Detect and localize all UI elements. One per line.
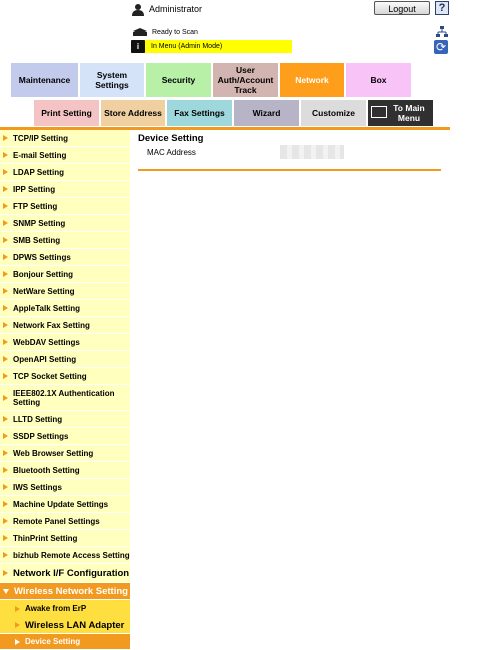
arrow-right-icon [3, 570, 8, 576]
arrow-right-icon [15, 606, 20, 612]
arrow-right-icon [3, 237, 8, 243]
tab-maintenance[interactable]: Maintenance [10, 62, 79, 98]
arrow-right-icon [3, 186, 8, 192]
sidebar-item-smb[interactable] [0, 232, 130, 249]
mac-address-label: MAC Address [147, 148, 196, 157]
arrow-right-icon [3, 288, 8, 294]
sidebar-item-label: FTP Setting [13, 201, 58, 211]
sidebar-item-label: WebDAV Settings [13, 337, 80, 347]
arrow-right-icon [3, 254, 8, 260]
sidebar-item-label: OpenAPI Setting [13, 354, 77, 364]
sidebar-item-label: AppleTalk Setting [13, 303, 80, 313]
content-divider [138, 169, 441, 171]
network-icon[interactable] [436, 26, 448, 38]
sidebar-item-wireless-network[interactable] [0, 583, 130, 600]
sidebar-item-label: TCP Socket Setting [13, 371, 87, 381]
main-menu-icon [371, 106, 387, 118]
sidebar-item-bonjour[interactable] [0, 266, 130, 283]
tab-customize[interactable]: Customize [300, 99, 367, 127]
sidebar-item-label: TCP/IP Setting [13, 133, 68, 143]
sidebar-item-label: SNMP Setting [13, 218, 66, 228]
expand-arrow-icon [3, 589, 9, 594]
sidebar-item-network-if[interactable] [0, 564, 130, 583]
scan-status-text: Ready to Scan [152, 28, 198, 36]
sidebar-item-label: Web Browser Setting [13, 448, 94, 458]
sidebar-item-label: SMB Setting [13, 235, 61, 245]
arrow-right-icon [3, 373, 8, 379]
arrow-right-icon [3, 220, 8, 226]
sidebar-item-label: Bluetooth Setting [13, 465, 80, 475]
sidebar-item-ieee8021x[interactable] [0, 385, 130, 411]
sidebar-item-label: Network Fax Setting [13, 320, 90, 330]
arrow-right-icon [3, 152, 8, 158]
sidebar-item-webdav[interactable] [0, 334, 130, 351]
tab-user-auth[interactable]: User Auth/Account Track [212, 62, 279, 98]
arrow-right-icon [3, 135, 8, 141]
arrow-right-icon [3, 450, 8, 456]
arrow-right-icon [3, 518, 8, 524]
sidebar-item-ipp[interactable] [0, 181, 130, 198]
arrow-right-icon [3, 484, 8, 490]
sidebar-item-ldap[interactable] [0, 164, 130, 181]
sidebar-item-label: Remote Panel Settings [13, 516, 100, 526]
sidebar-item-label: bizhub Remote Access Setting [13, 550, 130, 560]
sidebar-item-label: DPWS Settings [13, 252, 71, 262]
mac-address-value [280, 145, 344, 159]
scanner-icon [132, 27, 148, 37]
sidebar-item-label: Wireless Network Setting [14, 585, 128, 597]
user-info [131, 2, 202, 16]
user-icon [131, 3, 145, 16]
sidebar-item-label: LLTD Setting [13, 414, 63, 424]
sidebar-item-email[interactable] [0, 147, 130, 164]
sidebar-item-label: E-mail Setting [13, 150, 67, 160]
sidebar-item-label: Awake from ErP [25, 604, 87, 613]
arrow-right-icon [3, 169, 8, 175]
mode-status [131, 40, 292, 53]
arrow-right-icon [3, 552, 8, 558]
page-title: Device Setting [138, 133, 204, 144]
sidebar-item-tcpip[interactable] [0, 130, 130, 147]
user-label: Administrator [149, 4, 203, 14]
sidebar-item-tcp-socket[interactable] [0, 368, 130, 385]
arrow-right-icon [15, 622, 20, 628]
sidebar-item-awake-erp[interactable] [0, 600, 130, 617]
sidebar-item-machine-update[interactable] [0, 496, 130, 513]
tab-security[interactable]: Security [145, 62, 212, 98]
sidebar-item-label: IPP Setting [13, 184, 56, 194]
sidebar-item-network-fax[interactable] [0, 317, 130, 334]
sidebar-item-label: Machine Update Settings [13, 499, 109, 509]
arrow-right-icon [3, 203, 8, 209]
tab-network[interactable]: Network [279, 62, 345, 98]
mode-status-text: In Menu (Admin Mode) [151, 43, 223, 50]
sidebar-item-label: Device Setting [25, 637, 81, 646]
sidebar-item-label: Network I/F Configuration [13, 567, 130, 579]
sidebar-item-iws[interactable] [0, 479, 130, 496]
arrow-right-icon [15, 639, 20, 645]
sidebar-item-label: IEEE802.1X Authentication Setting [13, 388, 115, 407]
sidebar-item-ssdp[interactable] [0, 428, 130, 445]
arrow-right-icon [3, 433, 8, 439]
to-main-menu-label: To Main Menu [393, 103, 425, 123]
arrow-right-icon [3, 467, 8, 473]
tab-system-settings[interactable]: System Settings [79, 62, 145, 98]
tab-fax-settings[interactable]: Fax Settings [166, 99, 233, 127]
to-main-menu-button[interactable] [367, 99, 434, 127]
tab-print-setting[interactable]: Print Setting [33, 99, 100, 127]
sidebar-item-label: ThinPrint Setting [13, 533, 78, 543]
tab-wizard[interactable]: Wizard [233, 99, 300, 127]
sidebar-item-wireless-lan-adapter[interactable] [0, 617, 130, 634]
sidebar-item-bizhub-remote[interactable] [0, 547, 130, 564]
tab-box[interactable]: Box [345, 62, 412, 98]
sidebar-item-remote-panel[interactable] [0, 513, 130, 530]
sidebar-item-label: Wireless LAN Adapter [25, 619, 125, 631]
arrow-right-icon [3, 271, 8, 277]
sidebar-item-dpws[interactable] [0, 249, 130, 266]
admin-mode-icon: i [131, 40, 145, 53]
sidebar-item-bluetooth[interactable] [0, 462, 130, 479]
sidebar-item-label: IWS Settings [13, 482, 62, 492]
sidebar-item-thinprint[interactable] [0, 530, 130, 547]
sidebar-item-label: Bonjour Setting [13, 269, 73, 279]
scan-status [132, 25, 198, 39]
sidebar-item-label: NetWare Setting [13, 286, 75, 296]
sidebar-item-label: SSDP Settings [13, 431, 69, 441]
sidebar-item-openapi[interactable] [0, 351, 130, 368]
sidebar-item-appletalk[interactable] [0, 300, 130, 317]
refresh-icon[interactable]: ⟳ [435, 40, 447, 54]
sidebar-item-netware[interactable] [0, 283, 130, 300]
sidebar-item-web-browser[interactable] [0, 445, 130, 462]
help-icon[interactable]: ? [435, 1, 449, 15]
arrow-right-icon [3, 395, 8, 401]
sidebar-item-ftp[interactable] [0, 198, 130, 215]
sidebar-item-lltd[interactable] [0, 411, 130, 428]
arrow-right-icon [3, 356, 8, 362]
sidebar-item-device-setting[interactable] [0, 634, 130, 650]
arrow-right-icon [3, 416, 8, 422]
arrow-right-icon [3, 305, 8, 311]
sidebar-item-snmp[interactable] [0, 215, 130, 232]
logout-button[interactable]: Logout [374, 1, 430, 15]
sidebar-item-label: LDAP Setting [13, 167, 64, 177]
arrow-right-icon [3, 501, 8, 507]
arrow-right-icon [3, 322, 8, 328]
arrow-right-icon [3, 535, 8, 541]
tab-store-address[interactable]: Store Address [100, 99, 166, 127]
arrow-right-icon [3, 339, 8, 345]
